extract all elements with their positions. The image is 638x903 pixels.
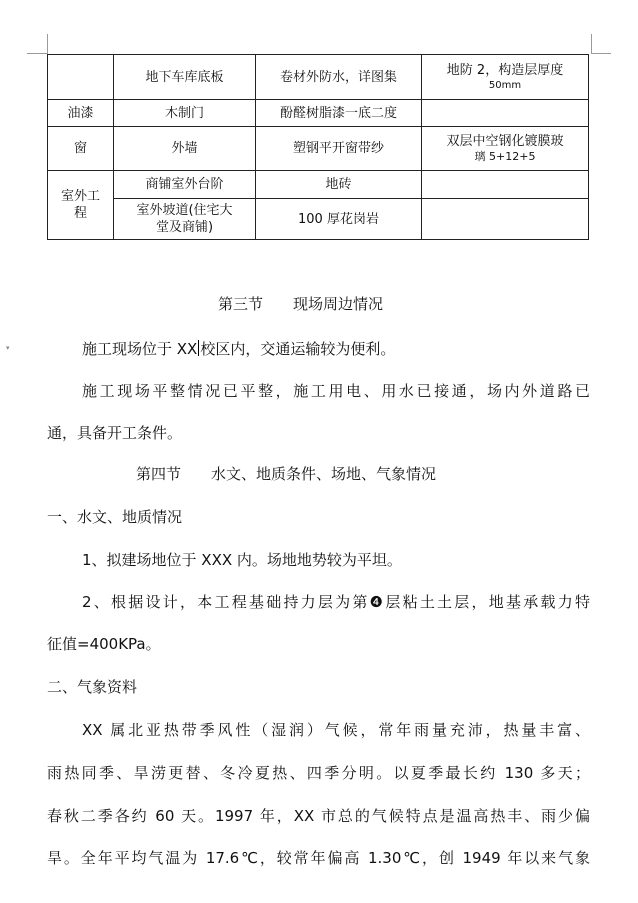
paragraph-line: 旱。全年平均气温为 17.6℃，较常年偏高 1.30℃，创 1949 年以来气象	[47, 849, 590, 867]
subheading: 一、水文、地质情况	[47, 508, 183, 526]
table-cell	[422, 171, 589, 199]
paragraph-line: 1、拟建场地位于 XXX 内。场地地势较为平坦。	[82, 551, 402, 569]
paragraph-text: 施工现场位于 XX	[82, 340, 198, 358]
table-cell-line: 50mm	[488, 79, 522, 91]
table-cell: 100 厚花岗岩	[256, 199, 422, 240]
table-cell: 商铺室外台阶	[114, 171, 256, 199]
paragraph-line: 春秋二季各约 60 天。1997 年，XX 市总的气候特点是温高热丰、雨少偏	[47, 807, 590, 825]
paragraph-line: 雨热同季、旱涝更替、冬冷夏热、四季分明。以夏季最长约 130 多天；	[47, 764, 590, 782]
table-cell-line: 室外坡道(住宅大	[136, 203, 233, 218]
paragraph-line: 通，具备开工条件。	[47, 424, 183, 442]
table-cell	[422, 199, 589, 240]
table-cell: 地下车库底板	[114, 55, 256, 100]
table-cell: 卷材外防水，详图集	[256, 55, 422, 100]
table-row	[48, 127, 589, 171]
paragraph-line: 征值=400KPa。	[47, 635, 161, 653]
table-cell: 酚醛树脂漆一底二度	[256, 100, 422, 127]
table-cell: 塑钢平开窗带纱	[256, 127, 422, 171]
table-cell-line: 璃 5+12+5	[474, 150, 536, 163]
table-cell: 窗	[48, 127, 114, 171]
corner-guide-left-h	[27, 53, 47, 54]
corner-guide-right-h	[591, 53, 611, 54]
table-row	[48, 171, 589, 199]
table-cell	[114, 199, 256, 240]
table-cell	[48, 55, 114, 100]
table-cell-line: 堂及商铺)	[155, 220, 214, 235]
table-cell	[422, 55, 589, 100]
table-cell	[48, 171, 114, 240]
table-cell-line: 程	[73, 206, 87, 221]
table-row	[48, 100, 589, 127]
margin-marker-icon: ▾	[6, 344, 10, 352]
table-cell-line: 地防 2，构造层厚度	[446, 62, 564, 78]
paragraph-line: 施工现场平整情况已平整，施工用电、用水已接通，场内外道路已	[82, 382, 590, 400]
section-heading: 第三节 现场周边情况	[218, 295, 384, 313]
paragraph-line[interactable]	[82, 339, 395, 359]
table-cell: 油漆	[48, 100, 114, 127]
table-cell	[422, 127, 589, 171]
table-cell: 地砖	[256, 171, 422, 199]
corner-guide-left-v	[47, 34, 48, 54]
paragraph-line: 2、根据设计，本工程基础持力层为第❹层粘土土层，地基承载力特	[82, 593, 590, 611]
table-row	[48, 55, 589, 100]
table-cell: 外墙	[114, 127, 256, 171]
paragraph-line: XX 属北亚热带季风性（湿润）气候，常年雨量充沛，热量丰富、	[82, 721, 590, 739]
subheading: 二、气象资料	[47, 678, 138, 696]
materials-table	[47, 54, 589, 240]
table-cell-line: 双层中空钢化镀膜玻	[446, 134, 564, 149]
table-cell	[422, 100, 589, 127]
section-heading: 第四节 水文、地质条件、场地、气象情况	[136, 465, 437, 483]
paragraph-text: 校区内，交通运输较为便利。	[200, 340, 396, 358]
table-row	[48, 199, 589, 240]
table-cell: 木制门	[114, 100, 256, 127]
corner-guide-right-v	[591, 34, 592, 54]
table-cell-line: 室外工	[60, 189, 100, 204]
